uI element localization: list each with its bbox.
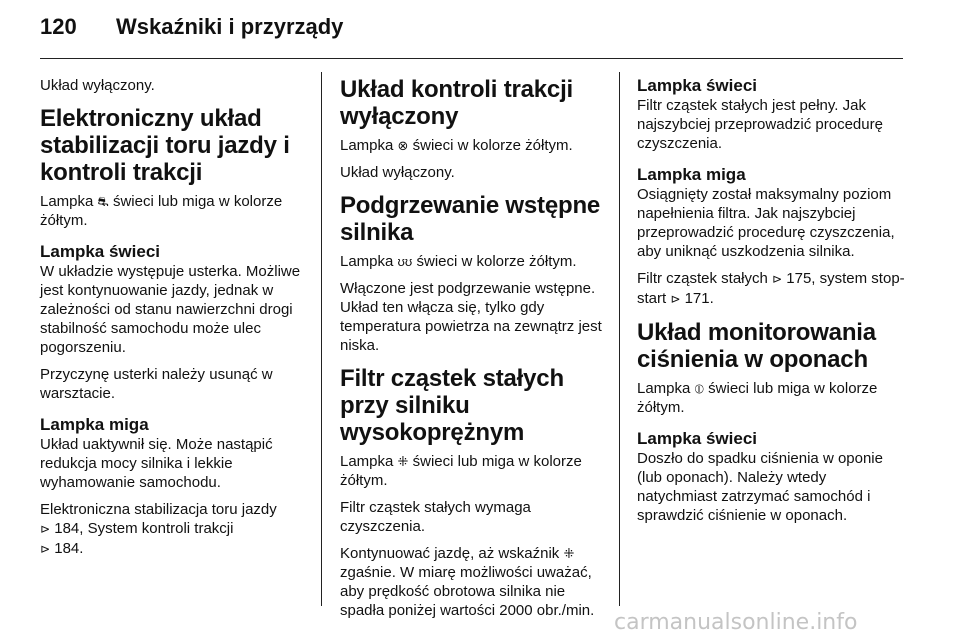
section-heading-tpms: Układ monitorowania ciśnienia w oponach: [637, 319, 876, 373]
column-3: [637, 76, 907, 533]
paragraph: Filtr cząstek stałych wymaga czyszczenia.: [340, 499, 531, 535]
paragraph: Filtr cząstek stałych jest pełny. Jak najszybciej przeprowadzić procedurę czyszczenia.: [637, 97, 883, 152]
paragraph: Lampka ʊʊ świeci w kolorze żółtym.: [340, 253, 577, 270]
paragraph: Lampka ⁜ świeci lub miga w kolorze żółtym.: [340, 453, 582, 489]
paragraph: Układ wyłączony.: [340, 164, 455, 181]
subheading-lamp-lit: Lampka świeci: [40, 242, 161, 261]
traction-off-icon: ⊗: [397, 138, 409, 153]
paragraph: Osiągnięty został maksymalny poziom napełnienia filtra. Jak najszybciej przeprowadzić procedurę czyszczenia, aby uniknąć uszkodzenia silnika.: [637, 186, 895, 260]
column-divider: [619, 72, 620, 606]
paragraph: Kontynuować jazdę, aż wskaźnik ⁜ zgaśnie. W miarę możliwości uważać, aby prędkość obrotowa silnika nie spadła poniżej wartości 2000 obr./min.: [340, 545, 595, 619]
page-ref-icon: ⊳: [772, 272, 783, 286]
paragraph: W układzie występuje usterka. Możliwe jest kontynuowanie jazdy, jednak w zależności od stanu nawierzchni drogi stabilność samochodu może ulec pogorszeniu.: [40, 263, 301, 356]
page-ref-icon: ⊳: [670, 292, 681, 306]
page-ref-icon: ⊳: [40, 542, 51, 556]
paragraph: Układ wyłączony.: [40, 77, 155, 94]
paragraph: Układ uaktywnił się. Może nastąpić redukcja mocy silnika i lekkie wyhamowanie samochodu.: [40, 436, 273, 491]
paragraph: Przyczynę usterki należy usunąć w warsztacie.: [40, 366, 273, 402]
paragraph: Lampka ⛐ świeci lub miga w kolorze żółtym.: [40, 193, 283, 229]
watermark: carmanualsonline.info: [614, 610, 858, 635]
column-1: [40, 76, 302, 567]
glow-plug-icon: ʊʊ: [397, 254, 413, 269]
section-heading-esc: Elektroniczny układ stabilizacji toru jazdy i kontroli trakcji: [40, 105, 290, 186]
column-divider: [321, 72, 322, 606]
paragraph: Włączone jest podgrzewanie wstępne. Układ ten włącza się, tylko gdy temperatura powietrza na zewnątrz jest niska.: [340, 280, 602, 354]
paragraph: Lampka ⊗ świeci w kolorze żółtym.: [340, 137, 573, 154]
paragraph: Filtr cząstek stałych ⊳ 175, system stop-start ⊳ 171.: [637, 270, 905, 307]
paragraph: Lampka ⦶ świeci lub miga w kolorze żółtym.: [637, 380, 878, 416]
page-ref-icon: ⊳: [40, 522, 51, 536]
page-title: Wskaźniki i przyrządy: [116, 14, 344, 39]
subheading-lamp-lit: Lampka świeci: [637, 76, 758, 95]
paragraph: Elektroniczna stabilizacja toru jazdy ⊳ 184, System kontroli trakcji ⊳ 184.: [40, 501, 277, 557]
subheading-lamp-flashing: Lampka miga: [40, 415, 149, 434]
tire-pressure-icon: ⦶: [694, 381, 704, 396]
column-2: [340, 76, 606, 628]
subheading-lamp-flashing: Lampka miga: [637, 165, 746, 184]
page-header: [0, 0, 960, 60]
section-heading-preheating: Podgrzewanie wstępne silnika: [340, 192, 601, 246]
paragraph: Doszło do spadku ciśnienia w oponie (lub oponach). Należy wtedy natychmiast zatrzymać samochód i sprawdzić ciśnienie w oponach.: [637, 450, 883, 524]
subheading-lamp-lit: Lampka świeci: [637, 429, 758, 448]
particle-filter-icon: ⁜: [563, 546, 575, 561]
page-number: 120: [40, 14, 77, 39]
particle-filter-icon: ⁜: [397, 454, 409, 469]
section-heading-traction-off: Układ kontroli trakcji wyłączony: [340, 76, 573, 130]
section-heading-dpf: Filtr cząstek stałych przy silniku wysokoprężnym: [340, 365, 564, 446]
esc-skid-icon: ⛐: [97, 194, 109, 209]
header-rule: [40, 58, 903, 59]
